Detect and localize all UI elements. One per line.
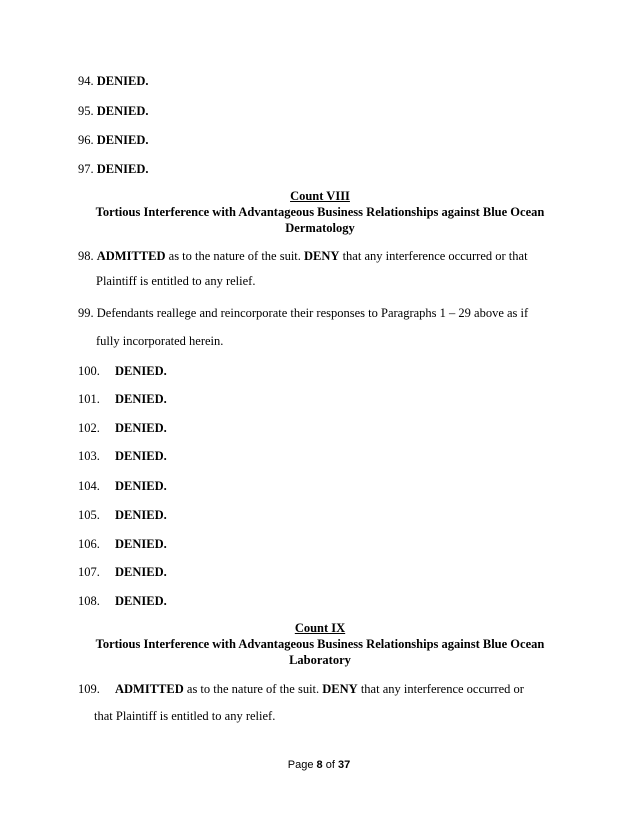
paragraph-98-continuation: Plaintiff is entitled to any relief. — [96, 274, 256, 288]
count-title: Count IX — [294, 621, 346, 635]
paragraph-106 — [78, 537, 167, 552]
paragraph-105 — [78, 508, 167, 523]
count-ix-heading — [80, 620, 560, 668]
count-viii-heading — [80, 188, 560, 236]
paragraph-text: as to the nature of the suit. — [183, 682, 323, 696]
paragraph-text: as to the nature of the suit. — [165, 249, 305, 263]
paragraph-number: 102. — [78, 421, 100, 435]
paragraph-text: that any interference occurred or that — [339, 249, 528, 263]
paragraph-number: 109. — [78, 682, 100, 696]
deny-label: DENY — [304, 249, 340, 263]
paragraph-text: DENIED. — [96, 104, 149, 118]
count-title: Count VIII — [290, 189, 350, 203]
paragraph-102 — [78, 421, 167, 436]
count-heading-line: Dermatology — [285, 221, 355, 235]
paragraph-text: that any interference occurred or — [357, 682, 524, 696]
admitted-label: ADMITTED — [96, 249, 166, 263]
paragraph-104 — [78, 479, 167, 494]
paragraph-number: 99. — [78, 306, 94, 320]
paragraph-96 — [78, 133, 149, 148]
paragraph-text: DENIED. — [96, 162, 149, 176]
paragraph-number: 98. — [78, 249, 94, 263]
admitted-label: ADMITTED — [115, 682, 184, 696]
count-heading-line: Tortious Interference with Advantageous Business Relationships against Blue Ocean — [95, 205, 545, 219]
paragraph-number: 96. — [78, 133, 94, 147]
paragraph-107 — [78, 565, 167, 580]
paragraph-94 — [78, 74, 149, 89]
paragraph-101 — [78, 392, 167, 407]
paragraph-number: 103. — [78, 449, 100, 463]
paragraph-text: DENIED. — [96, 74, 149, 88]
page-total: 37 — [337, 759, 351, 771]
paragraph-100 — [78, 364, 167, 379]
paragraph-text: DENIED. — [115, 594, 167, 608]
paragraph-number: 101. — [78, 392, 100, 406]
paragraph-text: DENIED. — [115, 537, 167, 551]
paragraph-108 — [78, 594, 167, 609]
paragraph-text: DENIED. — [115, 508, 167, 522]
paragraph-text: DENIED. — [115, 392, 167, 406]
paragraph-number: 106. — [78, 537, 100, 551]
paragraph-number: 105. — [78, 508, 100, 522]
paragraph-98 — [78, 249, 528, 264]
paragraph-number: 107. — [78, 565, 100, 579]
paragraph-109-continuation: that Plaintiff is entitled to any relief. — [94, 709, 276, 723]
paragraph-103 — [78, 449, 167, 464]
count-heading-line: Laboratory — [289, 653, 351, 667]
paragraph-text: DENIED. — [115, 421, 167, 435]
paragraph-number: 94. — [78, 74, 94, 88]
paragraph-text: DENIED. — [115, 449, 167, 463]
paragraph-text: DENIED. — [115, 364, 167, 378]
count-heading-line: Tortious Interference with Advantageous Business Relationships against Blue Ocean — [95, 637, 545, 651]
paragraph-97 — [78, 162, 149, 177]
paragraph-text: DENIED. — [115, 565, 167, 579]
deny-label: DENY — [322, 682, 358, 696]
paragraph-95 — [78, 104, 149, 119]
paragraph-number: 97. — [78, 162, 94, 176]
page-label: Page — [287, 759, 317, 771]
page-number: 8 — [316, 759, 323, 771]
paragraph-number: 100. — [78, 364, 100, 378]
paragraph-99-continuation: fully incorporated herein. — [96, 334, 224, 348]
paragraph-text: Defendants reallege and reincorporate their responses to Paragraphs 1 – 29 above as if — [96, 306, 529, 320]
paragraph-number: 95. — [78, 104, 94, 118]
paragraph-number: 108. — [78, 594, 100, 608]
paragraph-number: 104. — [78, 479, 100, 493]
paragraph-99 — [78, 306, 528, 321]
paragraph-109 — [78, 682, 524, 697]
of-label: of — [322, 759, 338, 771]
paragraph-text: DENIED. — [96, 133, 149, 147]
page-footer — [0, 759, 638, 771]
paragraph-text: DENIED. — [115, 479, 167, 493]
